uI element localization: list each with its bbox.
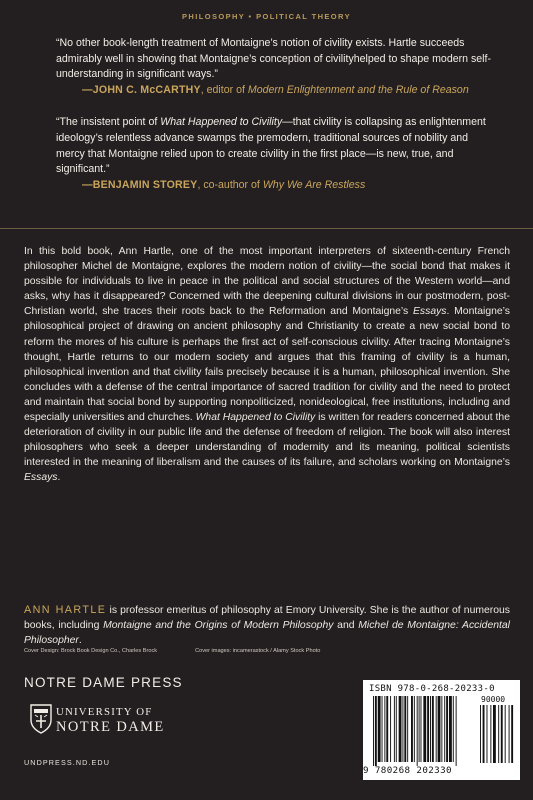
isbn-text: ISBN 978-0-268-20233-0 — [369, 684, 495, 694]
shield-icon — [30, 704, 52, 734]
blurb-1-attribution: —JOHN C. McCARTHY, editor of Modern Enlightenment and the Rule of Reason — [82, 83, 469, 96]
blurb-1-quote: “No other book-length treatment of Montaigne’s notion of civility exists. Hartle succeeds admirably well in showing that Montaigne’s conception of civilityhelped to shape modern self-understanding in significant ways.” — [56, 37, 491, 81]
barcode — [363, 680, 520, 780]
logo-line-2: NOTRE DAME — [56, 719, 165, 735]
blurbs — [56, 36, 496, 193]
cover-images-credit: Cover images: incamerastock / Alamy Stock Photo — [195, 648, 321, 654]
author-bio: ANN HARTLE is professor emeritus of philosophy at Emory University. She is the author of numerous books, including Montaigne and the Origins of Modern Philosophy and Michel de Montaigne: Accidental Philosopher. — [24, 604, 510, 647]
barcode-digits: 9 780268 202330 — [363, 765, 452, 776]
cover-credits — [24, 648, 358, 654]
press-url: UNDPRESS.ND.EDU — [24, 758, 110, 767]
blurb-2-quote: “The insistent point of What Happened to Civility—that civility is collapsing as enlightenment ideology’s relentless advance swamps the premodern, traditional sources of nobility and mercy that Montaigne relied upon to create civility in the first place—is new, true, and significant.” — [56, 116, 486, 176]
divider — [0, 228, 533, 229]
blurb-2-attribution: —BENJAMIN STOREY, co-author of Why We Are Restless — [82, 178, 366, 191]
category-label: PHILOSOPHY • POLITICAL THEORY — [182, 12, 351, 21]
author-name: ANN HARTLE — [24, 604, 107, 616]
book-description: In this bold book, Ann Hartle, one of the most important interpreters of sixteenth-century French philosopher Michel de Montaigne, explores the modern notion of civility—the social bond that makes it possible for individuals to live in peace in the political and social structures of the Western world—and asks, why has it disappeared? Concerned with the deepening cultural divisions in our postmodern, post-Christian world, she traces their roots back to the Reformation and Montaigne’s Essays. Montaigne’s philosophical project of drawing on ancient philosophy and Christianity to create a new social bond to reform the mores of his culture is perhaps the first act of self-conscious civility. After tracing Montaigne’s thought, Hartle returns to our modern society and argues that this framing of civility is a human, philosophical invention and that civility fails precisely because it is a human, philosophical invention. She concludes with a defense of the central importance of sacred tradition for civility and the need to protect and maintain that social bond by supporting nonpoliticized, nonideological, free institutions, including and especially universities and churches. What Happened to Civility is written for readers concerned about the deterioration of civility in our public life and the defense of freedom of religion. The book will also interest philosophers who seek a deeper understanding of modernity and its meaning, political scientists interested in the meaning of liberalism and the causes of its failure, and scholars working on Montaigne’s Essays. — [24, 246, 510, 484]
university-logo — [30, 702, 230, 746]
cover-design-credit: Cover Design: Brock Book Design Co., Charles Brock — [24, 648, 158, 654]
logo-line-1: UNIVERSITY OF — [56, 706, 153, 718]
addon-digits: 90000 — [481, 695, 506, 704]
press-name: NOTRE DAME PRESS — [24, 675, 183, 690]
